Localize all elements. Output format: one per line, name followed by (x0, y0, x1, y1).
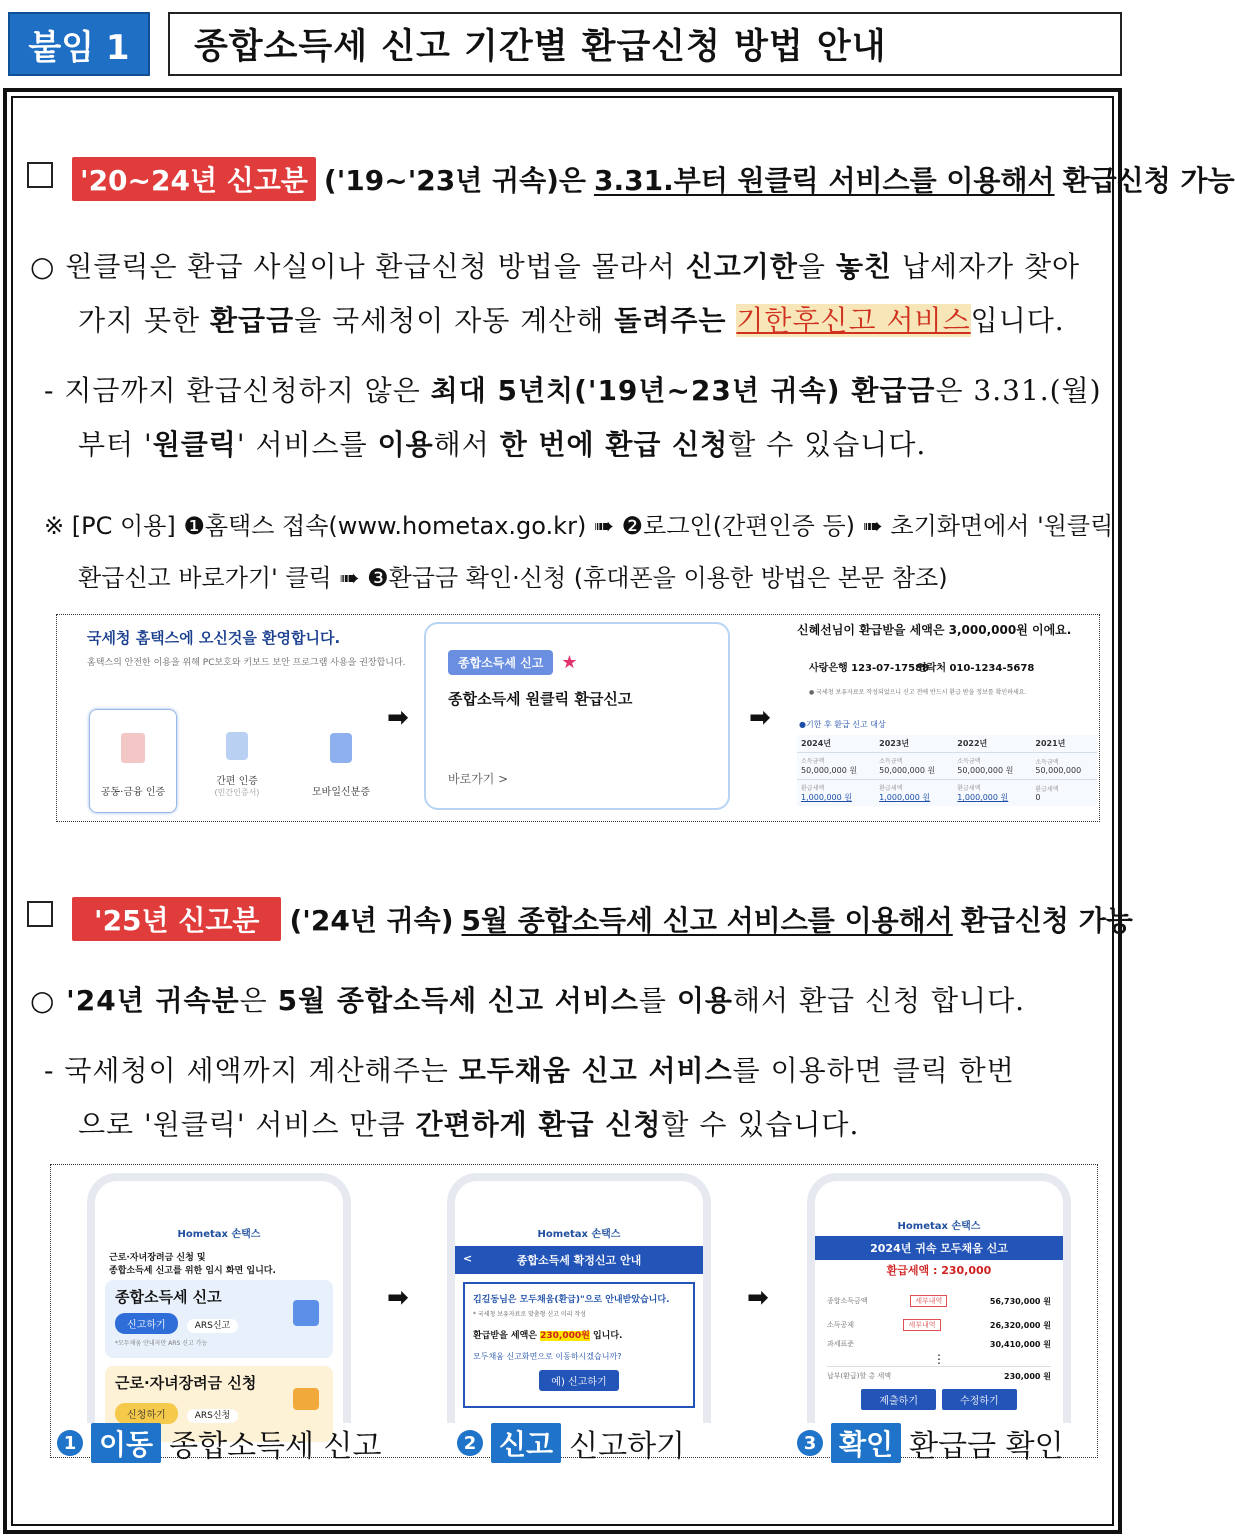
phone-screen-2 (447, 1173, 711, 1423)
section1-lead: ('19~'23년 귀속)은 (323, 164, 586, 197)
section2-heading (72, 897, 1133, 941)
page-title: 종합소득세 신고 기간별 환급신청 방법 안내 (168, 12, 1122, 76)
hometax-logo: Hometax 손택스 (537, 1229, 621, 1240)
prefilled-return-bar: 2024년 귀속 모두채움 신고 (815, 1236, 1063, 1260)
file-button[interactable]: 신고하기 (115, 1313, 178, 1334)
arrow-right-icon: ➡ (749, 703, 771, 733)
confirm-file-button[interactable]: 예) 신고하기 (539, 1370, 618, 1391)
wallet-icon (293, 1388, 319, 1410)
welcome-subtext: 홈택스의 안전한 이용을 위해 PC보호와 키보드 보안 프로그램 사용을 권장합니다. (87, 658, 406, 668)
section2-checkbox (27, 901, 53, 927)
apply-button[interactable]: 신청하기 (115, 1403, 178, 1424)
year-cell: 2021년 (1035, 739, 1066, 748)
earned-income-credit-card[interactable]: 근로·자녀장려금 신청 신청하기 ARS신청 (105, 1366, 333, 1442)
refund-table: 2024년 2023년 2022년 2021년 소득금액 50,000,000 원 소득금액 50,000,000 원 소득금액 50,000,000 원 소득금액 50,000,000 환급세액 1,000,000 원 환급세액 1,000,000 원 환급세액 1,000,000 원 환급세액 0 (797, 735, 1097, 806)
step-3: 3 확인 환급금 확인 (797, 1421, 1064, 1465)
step-1: 1 이동 종합소득세 신고 (57, 1421, 382, 1465)
cert-option-mobile-id[interactable]: 모바일신분증 (297, 709, 385, 813)
income-tax-pill: 종합소득세 신고 (448, 650, 553, 675)
back-chevron-icon[interactable]: < (463, 1252, 473, 1265)
details-button[interactable]: 세부내역 (903, 1319, 940, 1331)
section1-checkbox (27, 162, 53, 188)
section2-tail: 환급신청 가능 (960, 904, 1133, 937)
submit-button[interactable]: 제출하기 (861, 1389, 936, 1410)
arrow-right-icon: ➡ (747, 1283, 769, 1313)
section1-tag: '20~24년 신고분 (72, 157, 316, 201)
filing-guide-bar: < 종합소득세 확정신고 안내 (455, 1246, 703, 1274)
arrow-right-icon: ➡ (387, 1283, 409, 1313)
cert-option-simple[interactable]: 간편 인증 (민간인증서) (193, 709, 281, 813)
contact-phone: 연락처 010-1234-5678 (917, 663, 1035, 674)
section1-underlined: 3.31.부터 원클릭 서비스를 이용해서 (593, 164, 1055, 197)
welcome-text: 국세청 홈택스에 오신것을 환영합니다. (87, 629, 341, 647)
cert-option-joint[interactable]: 공동·금융 인증 (89, 709, 177, 813)
ars-apply-button[interactable]: ARS신청 (187, 1409, 239, 1423)
hometax-logo: Hometax 손택스 (177, 1229, 261, 1240)
edit-button[interactable]: 수정하기 (942, 1389, 1017, 1410)
year-cell: 2024년 (801, 739, 831, 748)
bank-account: 사랑은행 123-07-17588 (809, 663, 930, 674)
pc-usage-note: ※ [PC 이용] ❶홈택스 접속(www.hometax.go.kr) ➠ ❷로그인(간편인증 등) ➠ 초기화면에서 '원클릭 환급신고 바로가기' 클릭 ➠ ❸환급금 확인·신청 (휴대폰을 이용한 방법은 본문 참조) (44, 512, 1114, 592)
attachment-tag: 붙임 1 (8, 12, 150, 76)
section1-paragraph-2: - 지금까지 환급신청하지 않은 최대 5년치('19년~23년 귀속) 환급금은 3.31.(월) 부터 '원클릭' 서비스를 이용해서 한 번에 환급 신청할 수 있습니다. (44, 374, 1102, 461)
star-icon: ★ (561, 652, 578, 673)
section2-tag: '25년 신고분 (72, 897, 281, 941)
phone-screen-1: Hometax 손택스 근로·자녀장려금 신청 및 종합소득세 신고를 위한 임시 화면 입니다. 종합소득세 신고 신고하기 ARS신고 *모두채움 안내자만 ARS 신고 가능 근로·자녀장려금 신청 신청하기 ARS신청 (87, 1173, 351, 1423)
hometax-logo: Hometax 손택스 (897, 1221, 981, 1232)
refund-guide-box: 김길동님은 모두채움(환급)"으로 안내받았습니다. * 국세청 보유자료로 맞춤형 신고 미리 작성 환급받을 세액은 230,000원 입니다. 모두채움 신고화면으로 이동하시겠습니까? 예) 신고하기 (463, 1282, 695, 1408)
more-icon: ⋮ (933, 1352, 945, 1366)
section2-paragraph-2: - 국세청이 세액까지 계산해주는 모두채움 신고 서비스를 이용하면 클릭 한번 으로 '원클릭' 서비스 만큼 간편하게 환급 신청할 수 있습니다. (44, 1054, 1015, 1141)
return-details: 종합소득금액 세부내역 56,730,000 원 소득공제 세부내역 26,320,000 원 과세표준 30,410,000 원 ⋮ 납부(환급)할 총 세액 230,000 원 (827, 1288, 1051, 1385)
section2-lead: ('24년 귀속) (289, 904, 454, 937)
income-tax-card[interactable]: 종합소득세 신고 신고하기 ARS신고 *모두채움 안내자만 ARS 신고 가능 (105, 1280, 333, 1358)
mobile-screenshot-panel (50, 1164, 1098, 1464)
highlight-service: 기한후신고 서비스 (736, 304, 971, 337)
section1-tail: 환급신청 가능 (1062, 164, 1235, 197)
year-cell: 2023년 (879, 739, 910, 748)
section2-underlined: 5월 종합소득세 신고 서비스를 이용해서 (461, 904, 953, 937)
oneclick-refund-card[interactable] (424, 622, 730, 810)
shortcut-link[interactable]: 바로가기 > (448, 772, 509, 786)
card-title: 종합소득세 원클릭 환급신고 (448, 690, 633, 708)
arrow-right-icon: ➡ (387, 703, 409, 733)
late-filing-target: ●기한 후 환급 신고 대상 (799, 720, 886, 729)
details-button[interactable]: 세부내역 (910, 1295, 947, 1307)
phone-screen-3 (807, 1173, 1071, 1423)
refund-summary: 신혜선님이 환급받을 세액은 3,000,000원 이에요. (797, 623, 1072, 637)
simple-auth-icon (226, 732, 248, 760)
step-2: 2 신고 신고하기 (457, 1421, 685, 1465)
refund-note: ● 국세청 보유자료로 작성되었으니 신고 전에 반드시 환급 받을 정보를 확인하세요. (809, 689, 1027, 696)
certificate-icon (121, 733, 145, 763)
section2-paragraph-1: ○ '24년 귀속분은 5월 종합소득세 신고 서비스를 이용해서 환급 신청 합니다. (30, 984, 1026, 1017)
calculator-icon (293, 1300, 319, 1326)
ars-file-button[interactable]: ARS신고 (187, 1319, 239, 1333)
section1-heading (72, 157, 1235, 201)
refund-amount: 환급세액 : 230,000 (886, 1264, 992, 1277)
year-cell: 2022년 (957, 739, 988, 748)
section1-paragraph-1: ○ 원클릭은 환급 사실이나 환급신청 방법을 몰라서 신고기한을 놓친 납세자가 찾아 가지 못한 환급금을 국세청이 자동 계산해 돌려주는 기한후신고 서비스입니다. (30, 250, 1081, 337)
mobile-id-icon (330, 733, 352, 763)
